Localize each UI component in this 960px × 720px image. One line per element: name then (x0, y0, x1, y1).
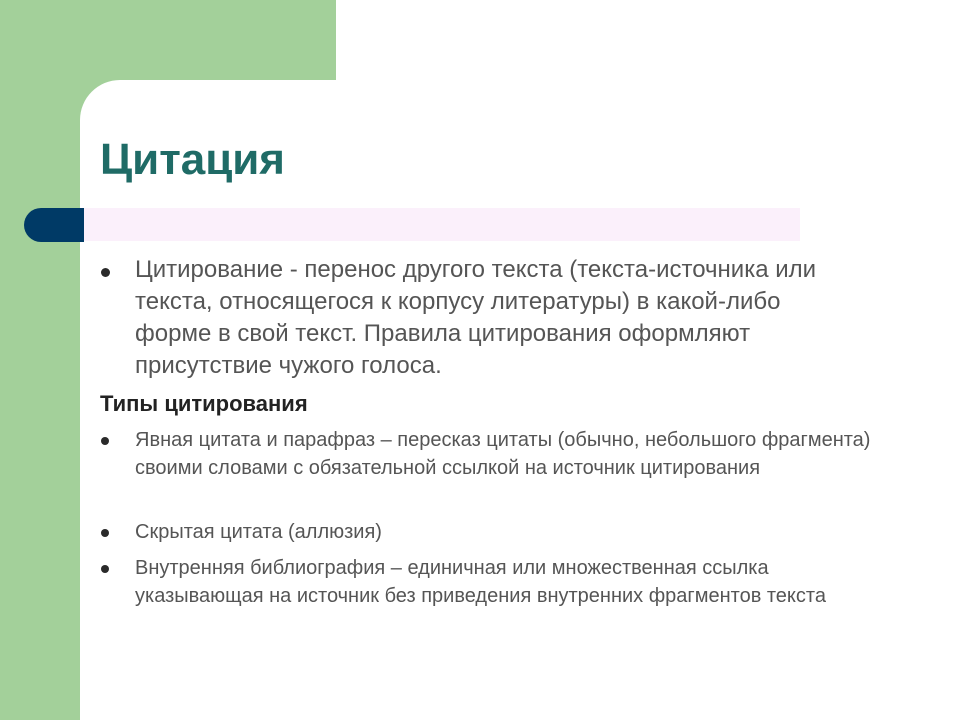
bullet-dot-icon (101, 529, 109, 537)
bullet-dot-icon (101, 268, 110, 277)
type-item-3: Внутренняя библиография – единичная или множественная ссылка указывающая на источник без приведения внутренних фрагментов текста (135, 557, 826, 607)
type-item-2: Скрытая цитата (аллюзия) (135, 521, 382, 543)
bullet-dot-icon (101, 437, 109, 445)
bullet-dot-icon (101, 565, 109, 573)
slide-title: Цитация (100, 135, 285, 184)
main-bullet-text: Цитирование - перенос другого текста (текста-источника или текста, относящегося к корпусу литературы) в какой-либо форме в свой текст. Правила цитирования оформляют присутствие чужого голоса. (135, 256, 817, 379)
type-item-1: Явная цитата и парафраз – пересказ цитаты (обычно, небольшого фрагмента) своими словами с обязательной ссылкой на источник цитирования (135, 429, 871, 479)
types-subheading: Типы цитирования (100, 391, 308, 416)
